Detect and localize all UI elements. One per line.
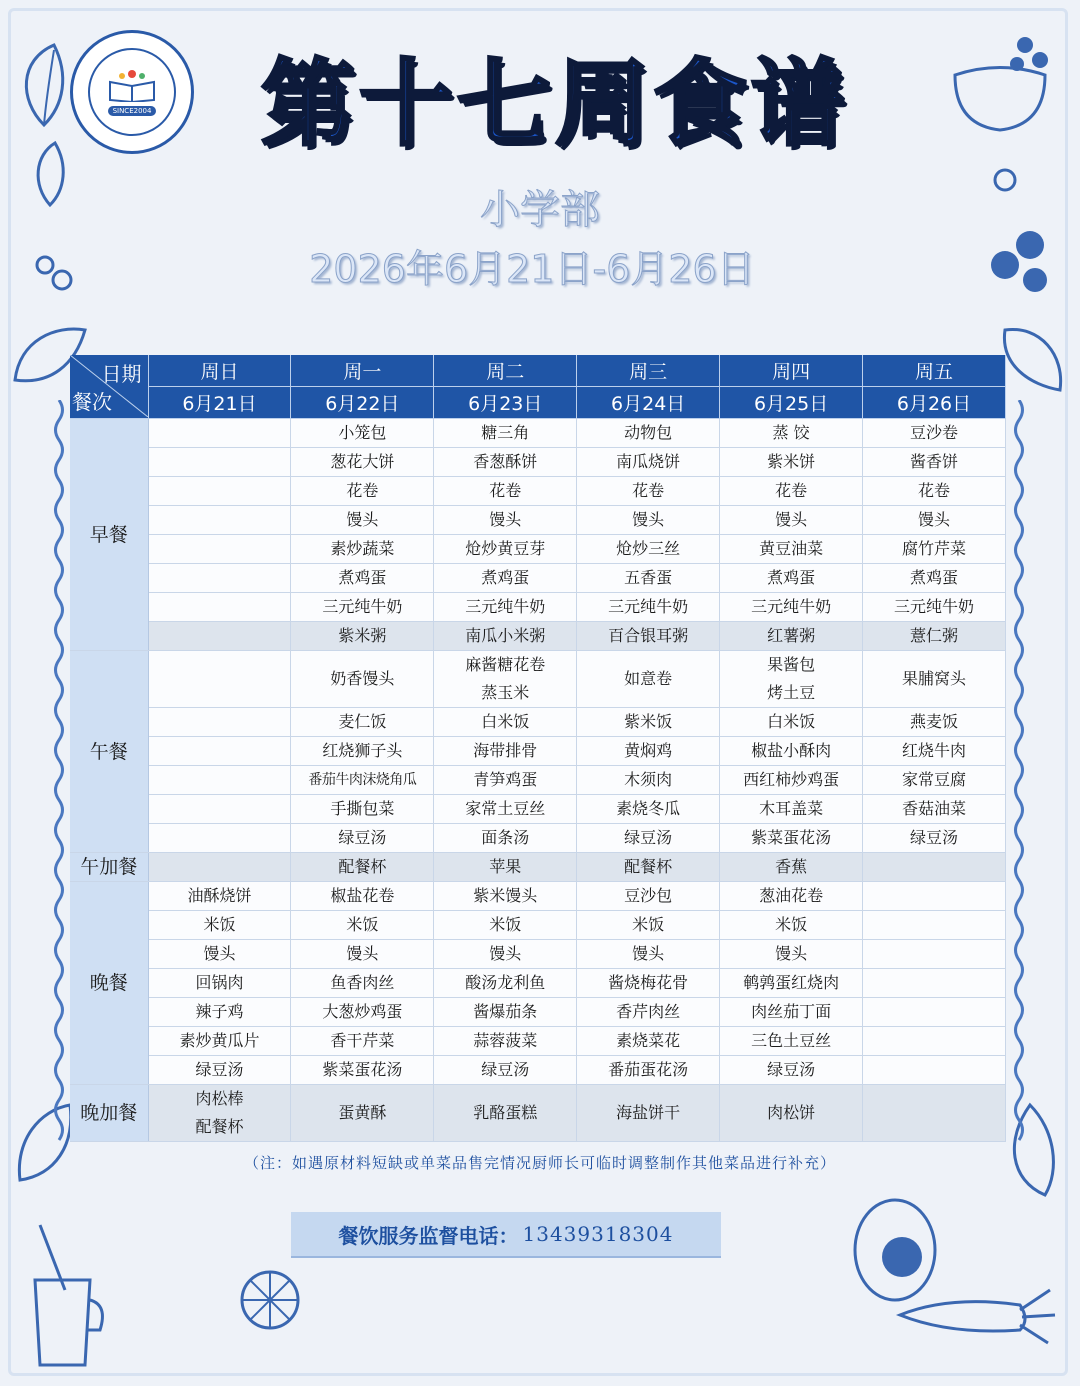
menu-item: 酱香饼	[863, 448, 1006, 477]
menu-item: 薏仁粥	[863, 622, 1006, 651]
date-header: 6月21日	[148, 387, 291, 419]
menu-item: 紫米饼	[720, 448, 863, 477]
menu-item: 米饭	[148, 911, 291, 940]
table-row	[70, 419, 1006, 448]
menu-item	[863, 911, 1006, 940]
menu-item	[148, 448, 291, 477]
menu-item-line: 配餐杯	[195, 1117, 244, 1136]
menu-item-line: 如意卷	[624, 669, 673, 688]
menu-item	[148, 795, 291, 824]
menu-item: 木耳盖菜	[720, 795, 863, 824]
menu-item	[148, 824, 291, 853]
menu-item: 馒头	[434, 506, 577, 535]
menu-item: 花卷	[434, 477, 577, 506]
day-header: 周一	[291, 355, 434, 387]
menu-item: 黄豆油菜	[720, 535, 863, 564]
menu-item: 馒头	[863, 506, 1006, 535]
table-row	[70, 766, 1006, 795]
menu-item: 青笋鸡蛋	[434, 766, 577, 795]
menu-item: 馒头	[577, 506, 720, 535]
page-title: 第十七周食谱	[260, 50, 849, 159]
menu-item: 麦仁饭	[291, 708, 434, 737]
table-row	[70, 1027, 1006, 1056]
table-row	[70, 824, 1006, 853]
menu-item-line: 麻酱糖花卷	[465, 655, 546, 674]
menu-item: 绿豆汤	[863, 824, 1006, 853]
menu-item: 小笼包	[291, 419, 434, 448]
corner-date-label: 日期	[101, 362, 142, 386]
menu-item: 糖三角	[434, 419, 577, 448]
menu-item	[148, 622, 291, 651]
menu-item: 燕麦饭	[863, 708, 1006, 737]
menu-item: 葱花大饼	[291, 448, 434, 477]
table-row	[70, 911, 1006, 940]
menu-item: 鹌鹑蛋红烧肉	[720, 969, 863, 998]
menu-item: 葱油花卷	[720, 882, 863, 911]
menu-item	[863, 1085, 1006, 1142]
hotline-number[interactable]: 13439318304	[522, 1222, 674, 1246]
menu-item: 馒头	[577, 940, 720, 969]
menu-item	[148, 853, 291, 882]
menu-item-line: 肉松棒	[195, 1089, 244, 1108]
menu-item: 黄焖鸡	[577, 737, 720, 766]
menu-item: 香芹肉丝	[577, 998, 720, 1027]
menu-item	[863, 882, 1006, 911]
menu-item: 花卷	[720, 477, 863, 506]
menu-item	[148, 651, 291, 708]
menu-item: 椒盐小酥肉	[720, 737, 863, 766]
menu-item-line: 奶香馒头	[330, 669, 395, 688]
menu-item: 素炒蔬菜	[291, 535, 434, 564]
menu-item: 腐竹芹菜	[863, 535, 1006, 564]
menu-item: 煮鸡蛋	[863, 564, 1006, 593]
menu-item: 五香蛋	[577, 564, 720, 593]
menu-item: 紫菜蛋花汤	[720, 824, 863, 853]
meal-label: 午餐	[70, 651, 148, 853]
menu-item	[434, 651, 577, 708]
day-header: 周四	[720, 355, 863, 387]
menu-item-line: 乳酪蛋糕	[473, 1103, 538, 1122]
menu-item: 手撕包菜	[291, 795, 434, 824]
menu-item: 肉丝茄丁面	[720, 998, 863, 1027]
logo-emblem	[88, 48, 176, 136]
menu-item: 酸汤龙利鱼	[434, 969, 577, 998]
table-row	[70, 1085, 1006, 1142]
logo-since: SINCE2004	[108, 106, 157, 116]
menu-item: 绿豆汤	[148, 1056, 291, 1085]
menu-item	[434, 1085, 577, 1142]
menu-item: 素炒黄瓜片	[148, 1027, 291, 1056]
wave-border-right	[1012, 400, 1026, 1160]
menu-item	[291, 1085, 434, 1142]
menu-item: 番茄牛肉沫烧角瓜	[291, 766, 434, 795]
table-row	[70, 535, 1006, 564]
menu-item: 动物包	[577, 419, 720, 448]
table-row	[70, 622, 1006, 651]
menu-item: 米饭	[434, 911, 577, 940]
menu-item: 馒头	[720, 506, 863, 535]
menu-item	[148, 535, 291, 564]
menu-item-line: 果脯窝头	[902, 669, 967, 688]
menu-item-line: 肉松饼	[767, 1103, 816, 1122]
table-corner	[70, 355, 148, 419]
menu-item: 配餐杯	[577, 853, 720, 882]
menu-item	[148, 564, 291, 593]
menu-item: 香蕉	[720, 853, 863, 882]
date-header: 6月24日	[577, 387, 720, 419]
menu-item	[148, 766, 291, 795]
menu-item: 馒头	[720, 940, 863, 969]
menu-item: 炝炒三丝	[577, 535, 720, 564]
lemon-slice-doodle-icon	[235, 1265, 305, 1335]
table-row	[70, 506, 1006, 535]
menu-item: 百合银耳粥	[577, 622, 720, 651]
menu-item	[577, 651, 720, 708]
menu-item: 大葱炒鸡蛋	[291, 998, 434, 1027]
menu-item: 南瓜烧饼	[577, 448, 720, 477]
date-header: 6月22日	[291, 387, 434, 419]
leaf-doodle-icon	[14, 40, 74, 130]
menu-item: 紫米粥	[291, 622, 434, 651]
menu-item: 酱烧梅花骨	[577, 969, 720, 998]
menu-item: 三元纯牛奶	[291, 593, 434, 622]
menu-item: 豆沙卷	[863, 419, 1006, 448]
day-header: 周三	[577, 355, 720, 387]
menu-item: 三元纯牛奶	[577, 593, 720, 622]
date-header: 6月23日	[434, 387, 577, 419]
menu-item: 木须肉	[577, 766, 720, 795]
menu-item	[577, 1085, 720, 1142]
table-row	[70, 708, 1006, 737]
menu-item	[148, 737, 291, 766]
menu-item: 香干芹菜	[291, 1027, 434, 1056]
menu-item: 三元纯牛奶	[434, 593, 577, 622]
menu-item	[148, 419, 291, 448]
menu-item	[863, 1027, 1006, 1056]
table-row	[70, 853, 1006, 882]
menu-item	[720, 1085, 863, 1142]
meal-label: 晚加餐	[70, 1085, 148, 1142]
drink-jar-doodle-icon	[20, 1220, 110, 1370]
menu-item: 素烧菜花	[577, 1027, 720, 1056]
menu-item: 三元纯牛奶	[863, 593, 1006, 622]
table-row	[70, 651, 1006, 708]
menu-item: 炝炒黄豆芽	[434, 535, 577, 564]
menu-item: 紫米饭	[577, 708, 720, 737]
day-header: 周五	[863, 355, 1006, 387]
menu-item: 番茄蛋花汤	[577, 1056, 720, 1085]
meal-label: 早餐	[70, 419, 148, 651]
menu-item: 米饭	[720, 911, 863, 940]
menu-item: 油酥烧饼	[148, 882, 291, 911]
menu-item-line: 蒸玉米	[481, 683, 530, 702]
menu-item: 红薯粥	[720, 622, 863, 651]
table-row	[70, 940, 1006, 969]
menu-item-line: 烤土豆	[767, 683, 816, 702]
menu-item: 白米饭	[720, 708, 863, 737]
menu-item: 馒头	[291, 506, 434, 535]
table-row	[70, 737, 1006, 766]
menu-item: 煮鸡蛋	[434, 564, 577, 593]
day-header: 周二	[434, 355, 577, 387]
menu-item: 三元纯牛奶	[720, 593, 863, 622]
day-header: 周日	[148, 355, 291, 387]
menu-table	[70, 355, 1006, 1142]
menu-item: 南瓜小米粥	[434, 622, 577, 651]
menu-item: 蒸 饺	[720, 419, 863, 448]
menu-item	[148, 506, 291, 535]
table-row	[70, 882, 1006, 911]
menu-item-line: 蛋黄酥	[338, 1103, 387, 1122]
table-row	[70, 477, 1006, 506]
menu-item: 回锅肉	[148, 969, 291, 998]
menu-item	[148, 1085, 291, 1142]
menu-item: 米饭	[577, 911, 720, 940]
menu-item: 家常土豆丝	[434, 795, 577, 824]
menu-item: 椒盐花卷	[291, 882, 434, 911]
menu-item: 煮鸡蛋	[291, 564, 434, 593]
meal-label: 午加餐	[70, 853, 148, 882]
menu-item	[863, 969, 1006, 998]
table-row	[70, 969, 1006, 998]
menu-item: 馒头	[148, 940, 291, 969]
menu-item: 配餐杯	[291, 853, 434, 882]
menu-item-line: 果酱包	[767, 655, 816, 674]
menu-item: 西红柿炒鸡蛋	[720, 766, 863, 795]
table-row	[70, 1056, 1006, 1085]
menu-item: 素烧冬瓜	[577, 795, 720, 824]
menu-item: 馒头	[291, 940, 434, 969]
footnote: （注：如遇原材料短缺或单菜品售完情况厨师长可临时调整制作其他菜品进行补充）	[243, 1154, 836, 1172]
menu-item	[291, 651, 434, 708]
meal-label: 晚餐	[70, 882, 148, 1085]
menu-item: 三色土豆丝	[720, 1027, 863, 1056]
menu-item: 海带排骨	[434, 737, 577, 766]
menu-item: 香菇油菜	[863, 795, 1006, 824]
menu-item	[148, 593, 291, 622]
menu-item: 紫菜蛋花汤	[291, 1056, 434, 1085]
corner-meal-label: 餐次	[72, 390, 112, 414]
menu-item: 家常豆腐	[863, 766, 1006, 795]
menu-item: 紫米馒头	[434, 882, 577, 911]
menu-item: 绿豆汤	[434, 1056, 577, 1085]
menu-item: 白米饭	[434, 708, 577, 737]
menu-item: 红烧牛肉	[863, 737, 1006, 766]
menu-item: 苹果	[434, 853, 577, 882]
date-range: 2026年6月21日-6月26日	[309, 247, 755, 291]
menu-item: 蒜蓉菠菜	[434, 1027, 577, 1056]
table-row	[70, 795, 1006, 824]
menu-item	[863, 940, 1006, 969]
menu-item: 香葱酥饼	[434, 448, 577, 477]
menu-item-line: 海盐饼干	[616, 1103, 681, 1122]
menu-item	[863, 853, 1006, 882]
menu-item: 绿豆汤	[577, 824, 720, 853]
menu-item: 煮鸡蛋	[720, 564, 863, 593]
table-row	[70, 564, 1006, 593]
menu-item: 鱼香肉丝	[291, 969, 434, 998]
date-header: 6月25日	[720, 387, 863, 419]
menu-item	[148, 477, 291, 506]
menu-item: 绿豆汤	[291, 824, 434, 853]
menu-item	[720, 651, 863, 708]
menu-item: 米饭	[291, 911, 434, 940]
school-logo	[70, 30, 194, 154]
menu-item: 馒头	[434, 940, 577, 969]
date-header: 6月26日	[863, 387, 1006, 419]
book-icon	[107, 68, 157, 102]
menu-item: 面条汤	[434, 824, 577, 853]
menu-item	[148, 708, 291, 737]
hotline-label: 餐饮服务监督电话：	[338, 1223, 519, 1248]
menu-item: 绿豆汤	[720, 1056, 863, 1085]
menu-item	[863, 1056, 1006, 1085]
menu-item: 花卷	[577, 477, 720, 506]
menu-item: 豆沙包	[577, 882, 720, 911]
table-row	[70, 593, 1006, 622]
bowl-doodle-icon	[945, 30, 1065, 140]
wave-border-left	[52, 400, 66, 1160]
menu-item: 花卷	[291, 477, 434, 506]
menu-item: 辣子鸡	[148, 998, 291, 1027]
table-row	[70, 998, 1006, 1027]
page-subtitle: 小学部	[480, 187, 600, 233]
table-row	[70, 448, 1006, 477]
menu-item: 花卷	[863, 477, 1006, 506]
menu-item: 酱爆茄条	[434, 998, 577, 1027]
hotline-banner	[291, 1212, 721, 1258]
menu-item	[863, 998, 1006, 1027]
menu-item	[863, 651, 1006, 708]
menu-item: 红烧狮子头	[291, 737, 434, 766]
carrot-doodle-icon	[890, 1275, 1060, 1355]
